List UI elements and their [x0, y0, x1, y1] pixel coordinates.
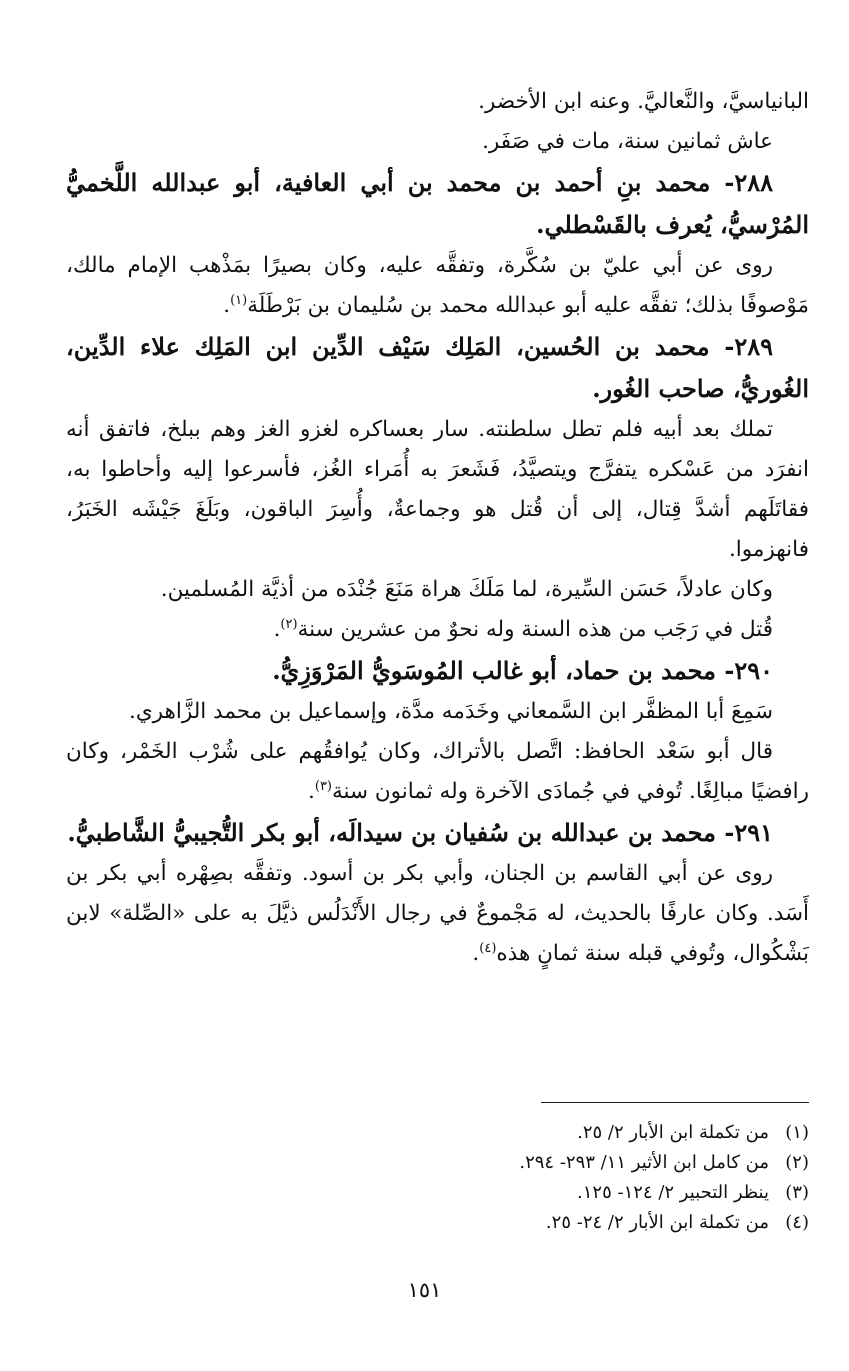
paragraph-text: روى عن أبي عليّ بن سُكَّرة، وتفقَّه عليه، وكان بصيرًا بمَذْهب الإمام مالك، مَوْصوفًا بذلك؛ تفقَّه عليه أبو عبدالله محمد بن سُليمان بن بَرْطَلَة — [66, 253, 809, 318]
footnote-separator-wrap — [0, 1102, 809, 1104]
footnote-number: (٢) — [785, 1152, 809, 1173]
trailing-punctuation: . — [223, 293, 231, 318]
footnote-text: من تكملة ابن الأبار ٢/ ٢٥. — [577, 1122, 769, 1143]
paragraph-text: تملك بعد أبيه فلم تطل سلطنته. سار بعساكره لغزو الغز وهم ببلخ، فاتفق أنه انفرَد من عَسْكره يتفرَّج ويتصيَّدُ، فَشَعرَ به أُمَراء الغُز، فأسرعوا إليه وأحاطوا به، فقاتَلَهم أشدَّ قِتال، إلى أن قُتل هو وجماعةٌ، وأُسِرَ الباقون، وبَلَغَ جَيْشَه الخَبَرُ، فانهزموا. — [66, 417, 809, 562]
paragraph — [66, 732, 809, 812]
trailing-punctuation: . — [273, 617, 281, 642]
footnote — [66, 1148, 809, 1178]
trailing-punctuation: . — [472, 941, 480, 966]
footnote — [66, 1178, 809, 1208]
paragraph — [66, 692, 809, 732]
footnote-number: (٣) — [785, 1182, 809, 1203]
biography-heading — [66, 326, 809, 410]
paragraph — [66, 246, 809, 326]
biography-heading — [66, 812, 809, 854]
paragraph-text: عاش ثمانين سنة، مات في صَفَر. — [482, 129, 773, 154]
footnote-separator — [541, 1102, 809, 1103]
paragraph-text: سَمِعَ أبا المظفَّر ابن السَّمعاني وخَدَمه مدَّة، وإسماعيل بن محمد الزَّاهري. — [129, 699, 773, 724]
footnote-text: ينظر التحبير ٢/ ١٢٤- ١٢٥. — [577, 1182, 769, 1203]
page-number: ١٥١ — [407, 1278, 442, 1302]
paragraph-text: البانياسيَّ، والنَّعاليَّ. وعنه ابن الأخضر. — [478, 89, 809, 114]
paragraph-text: روى عن أبي القاسم بن الجنان، وأبي بكر بن أسود. وتفقَّه بصِهْره أبي بكر بن أَسَد. وكان عارفًا بالحديث، له مَجْموعٌ في رجال الأَنْدَلُس ذيَّلَ به على «الصِّلة» لابن بَشْكُوال، وتُوفي قبله سنة ثمانٍ هذه — [66, 861, 809, 966]
paragraph — [66, 570, 809, 610]
footnote-number: (٤) — [785, 1212, 809, 1233]
paragraph — [66, 82, 809, 122]
footnote-text: من تكملة ابن الأبار ٢/ ٢٤- ٢٥. — [545, 1212, 769, 1233]
footnote-marker: (١) — [230, 292, 248, 308]
paragraph-text: وكان عادلاً، حَسَن السِّيرة، لما مَلَكَ هراة مَنَعَ جُنْدَه من أذيَّة المُسلمين. — [160, 577, 773, 602]
footnote-marker: (٤) — [479, 940, 497, 956]
footnote-number: (١) — [785, 1122, 809, 1143]
paragraph — [66, 610, 809, 650]
paragraph — [66, 122, 809, 162]
footnote-marker: (٣) — [314, 778, 332, 794]
paragraph — [66, 410, 809, 570]
footnotes — [66, 1118, 809, 1238]
paragraph-text: قُتل في رَجَب من هذه السنة وله نحوٌ من عشرين سنة — [297, 617, 773, 642]
footnote — [66, 1208, 809, 1238]
trailing-punctuation: . — [308, 779, 315, 804]
main-text — [66, 82, 809, 974]
paragraph-text: ٢٩٠- محمد بن حماد، أبو غالب المُوسَويُّ المَرْوَزِيُّ. — [272, 656, 773, 685]
paragraph — [66, 854, 809, 974]
footnote — [66, 1118, 809, 1148]
paragraph-text: ٢٨٨- محمد بنِ أحمد بن محمد بن أبي العافية، أبو عبدالله اللَّخميُّ المُرْسيُّ، يُعرف بالقَسْطلي. — [66, 168, 809, 239]
paragraph-text: ٢٩١- محمد بن عبدالله بن سُفيان بن سيدالَه، أبو بكر التُّجيبيُّ الشَّاطبيُّ. — [67, 818, 773, 847]
paragraph-text: ٢٨٩- محمد بن الحُسين، المَلِك سَيْف الدِّين ابن المَلِك علاء الدِّين، الغُوريُّ، صاحب الغُور. — [66, 332, 809, 403]
footnote-text: من كامل ابن الأثير ١١/ ٢٩٣- ٢٩٤. — [519, 1152, 769, 1173]
paragraph-text: قال أبو سَعْد الحافظ: اتَّصل بالأتراك، وكان يُوافقُهم على شُرْب الخَمْر، وكان رافضيًا مبالِغًا. تُوفي في جُمادَى الآخرة وله ثمانون سنة — [66, 739, 809, 804]
biography-heading — [66, 162, 809, 246]
footnote-marker: (٢) — [280, 616, 298, 632]
biography-heading — [66, 650, 809, 692]
